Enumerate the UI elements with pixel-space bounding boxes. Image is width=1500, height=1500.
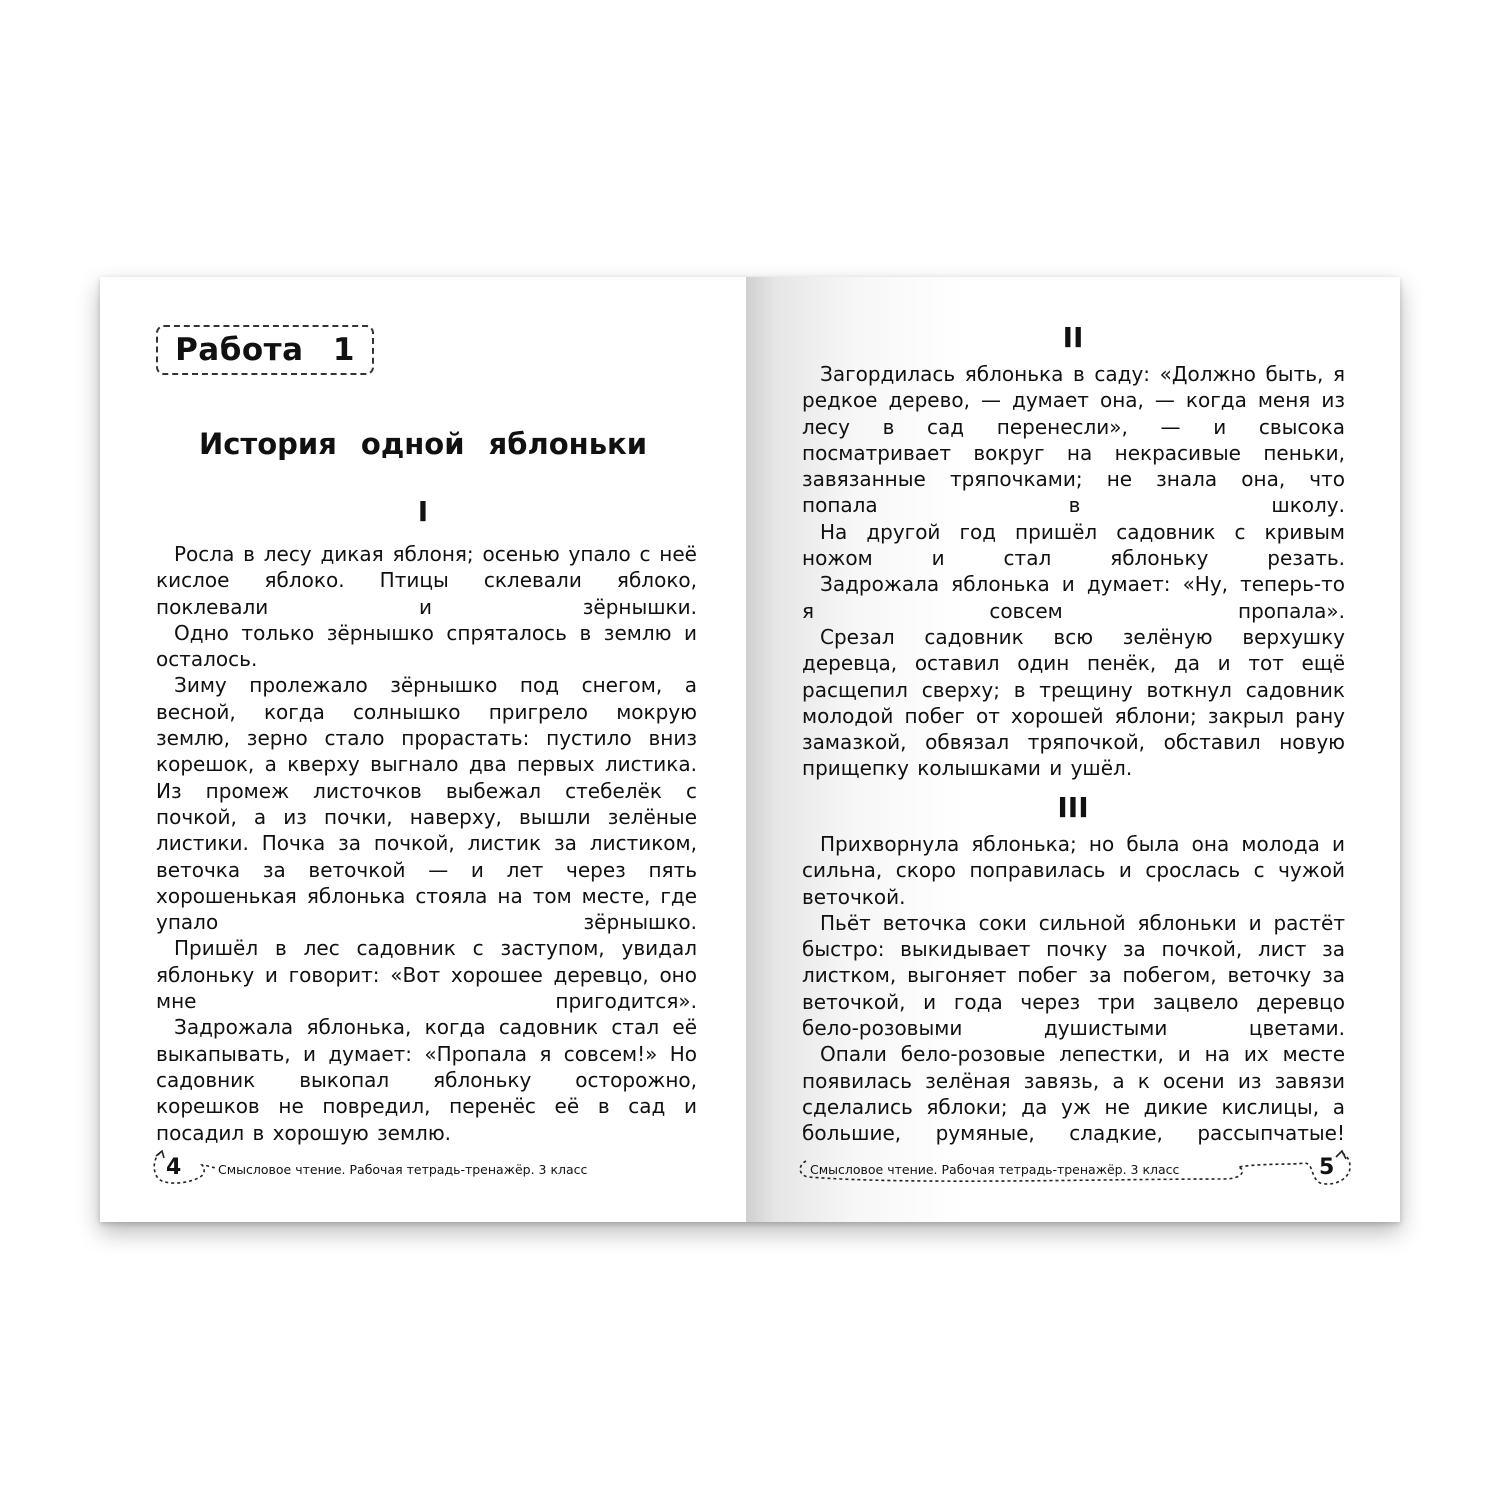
paragraph: Пьёт веточка соки сильной яблоньки и растёт быстро: выкидывает почку за почкой, лист за листком, выгоняет побег за побегом, веточку за веточкой, и года через три зацвело деревцо бело-розовыми душистыми цветами. [802, 910, 1345, 1041]
footer-text: Смысловое чтение. Рабочая тетрадь-тренажёр. 3 класс [218, 1162, 588, 1177]
paragraph: Прихворнула яблонька; но была она молода и сильна, скоро поправилась и срослась с чужой веточкой. [802, 832, 1345, 909]
section-3-text [802, 831, 1345, 1147]
paragraph: Срезал садовник всю зелёную верхушку деревца, оставил один пенёк, да и тот ещё расщепил сверху; в трещину воткнул садовник молодой побег от хорошей яблони; закрыл рану замазкой, обвязал тряпочкой, обставил новую прищепку колышками и ушёл. [802, 624, 1345, 781]
story-title: История одной яблоньки [198, 427, 648, 461]
paragraph: На другой год пришёл садовник с кривым ножом и стал яблоньку резать. [802, 519, 1345, 571]
section-2-text [802, 361, 1345, 782]
work-label-box [156, 325, 374, 375]
page-number: 4 [166, 1155, 182, 1180]
paragraph: Опали бело-розовые лепестки, и на их месте появилась зелёная завязь, а к осени из завязи сделались яблоки; да уж не дикие кислицы, а большие, румяные, сладкие, рассыпчатые! [802, 1042, 1345, 1146]
footer-text: Смысловое чтение. Рабочая тетрадь-тренажёр. 3 класс [810, 1162, 1180, 1177]
left-page [100, 277, 746, 1222]
work-label: Работа 1 [175, 332, 355, 368]
section-heading-3: III [1057, 791, 1089, 824]
page-number: 5 [1319, 1155, 1335, 1180]
paragraph: Загордилась яблонька в саду: «Должно быть, я редкое дерево, — думает она, — когда меня из лесу в сад перенесли», — и свысока посматривает вокруг на некрасивые пеньки, завязанные тряпочками; не знала она, что попала в школу. [802, 362, 1345, 518]
paragraph: Росла в лесу дикая яблоня; осенью упало с неё кислое яблоко. Птицы склевали яблоко, поклевали и зёрнышки. [156, 542, 697, 619]
right-footer [794, 1149, 1360, 1189]
paragraph: Зиму пролежало зёрнышко под снегом, а весной, когда солнышко пригрело мокрую землю, зерно стало прорастать: пустило вниз корешок, а кверху выгнало два первых листика. Из промеж листочков выбежал стебелёк с почкой, а из почки, наверху, вышли зелёные листики. Почка за почкой, листик за листиком, веточка за веточкой — и лет через пять хорошенькая яблонька стояла на том месте, где упало зёрнышко. [156, 673, 697, 935]
section-1-text [156, 541, 697, 1146]
section-heading-2: II [1062, 321, 1084, 354]
paragraph: Пришёл в лес садовник с заступом, увидал яблоньку и говорит: «Вот хорошее деревцо, оно мне пригодится». [156, 936, 697, 1014]
paragraph: Одно только зёрнышко спряталось в землю и осталось. [156, 620, 697, 672]
right-page [746, 277, 1400, 1222]
paragraph: Задрожала яблонька, когда садовник стал её выкапывать, и думает: «Пропала я совсем!» Но садовник выкопал яблоньку осторожно, корешков не повредил, перенёс её в сад и посадил в хорошую землю. [156, 1015, 697, 1145]
section-heading-1: I [417, 495, 429, 528]
left-footer [150, 1149, 710, 1189]
book-spread [100, 277, 1400, 1222]
paragraph: Задрожала яблонька и думает: «Ну, теперь-то я совсем пропала». [802, 572, 1345, 623]
